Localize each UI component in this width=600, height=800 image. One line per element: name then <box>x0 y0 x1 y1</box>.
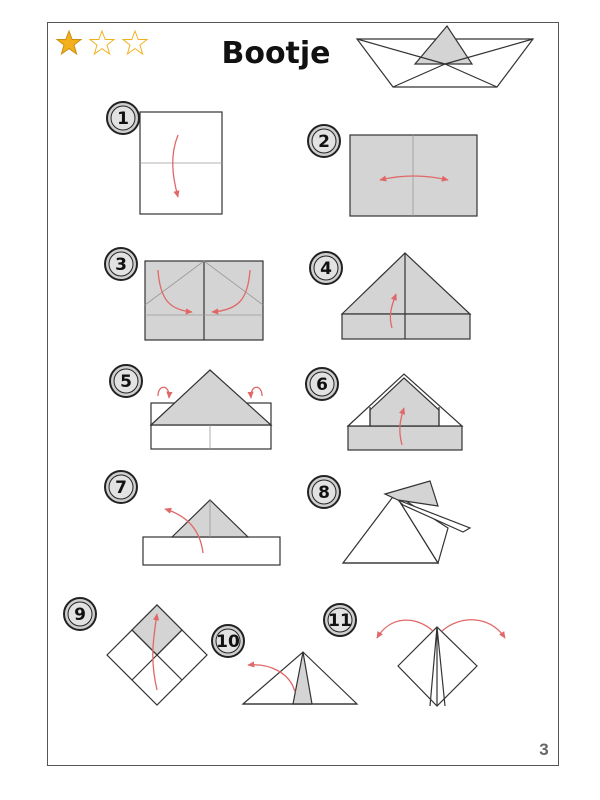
step-badge <box>105 248 137 280</box>
step-number: 1 <box>117 109 129 129</box>
step-number: 9 <box>74 605 86 625</box>
step-badge <box>105 471 137 503</box>
step-10-diagram <box>243 652 357 704</box>
step-1-diagram <box>140 112 222 214</box>
step-2-diagram <box>350 135 477 216</box>
step-11-diagram <box>377 620 505 706</box>
step-number: 10 <box>216 632 240 652</box>
step-badge <box>110 365 142 397</box>
step-badge <box>308 125 340 157</box>
step-number: 4 <box>320 259 332 279</box>
page-title: Bootje <box>221 36 331 71</box>
step-3-diagram <box>145 261 263 340</box>
step-number: 8 <box>318 483 330 503</box>
step-number: 7 <box>115 478 127 498</box>
step-9-diagram <box>107 605 207 705</box>
step-badge <box>308 476 340 508</box>
step-6-diagram <box>348 374 462 450</box>
page-number: 3 <box>539 740 549 759</box>
step-badge <box>324 604 356 636</box>
step-badge <box>64 598 96 630</box>
finished-boat-illustration <box>357 26 533 87</box>
step-badge <box>212 625 244 657</box>
step-badge <box>107 102 139 134</box>
step-5-diagram <box>151 370 271 449</box>
step-badge <box>310 252 342 284</box>
step-7-diagram <box>143 500 280 565</box>
step-8-diagram <box>343 481 470 563</box>
step-number: 5 <box>120 372 132 392</box>
step-number: 11 <box>328 611 352 631</box>
step-4-diagram <box>342 253 470 339</box>
step-number: 2 <box>318 132 330 152</box>
step-badge <box>306 368 338 400</box>
step-number: 6 <box>316 375 328 395</box>
step-number: 3 <box>115 255 127 275</box>
